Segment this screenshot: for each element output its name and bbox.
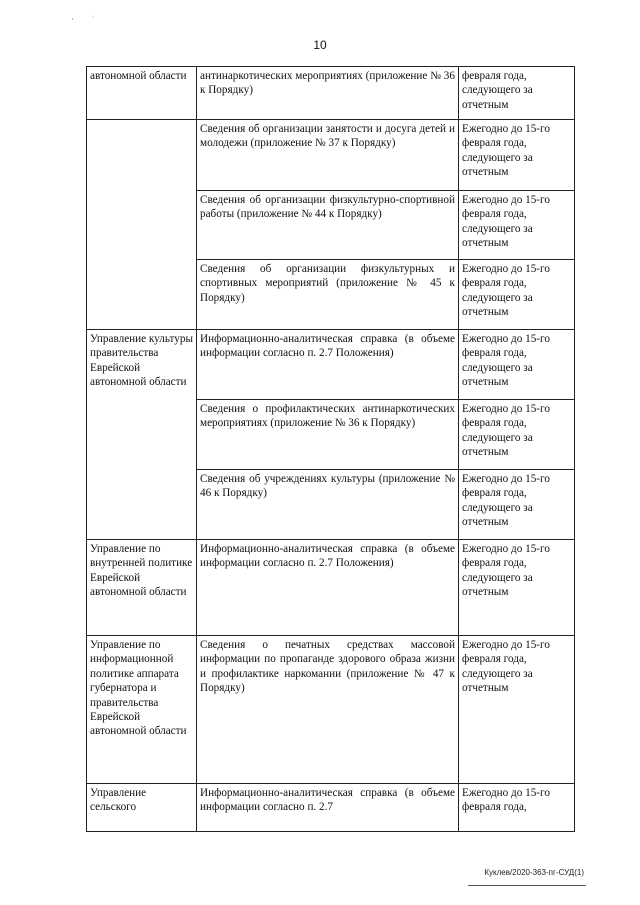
information-cell: Сведения об организации занятости и досуга детей и молодежи (приложение № 37 к Порядку) (197, 120, 459, 191)
deadline-cell: Ежегодно до 15-го февраля года, следующего за отчетным (459, 260, 575, 330)
deadline-cell: Ежегодно до 15-го февраля года, следующего за отчетным (459, 400, 575, 470)
deadline-cell: Ежегодно до 15-го февраля года, следующего за отчетным (459, 540, 575, 636)
information-cell: Информационно-аналитическая справка (в объеме информации согласно п. 2.7 (197, 784, 459, 832)
department-cell: Управление сельского (87, 784, 197, 832)
table-row (87, 67, 575, 120)
table-row (87, 784, 575, 832)
deadline-cell: Ежегодно до 15-го февраля года, следующего за отчетным (459, 191, 575, 260)
department-cell: Управление по внутренней политике Еврейской автономной области (87, 540, 197, 636)
table-row (87, 540, 575, 636)
department-cell (87, 120, 197, 330)
page-number: 10 (313, 38, 327, 52)
scan-artifact: · (92, 13, 95, 20)
scan-artifact: ‘ (72, 18, 74, 25)
information-cell: Информационно-аналитическая справка (в объеме информации согласно п. 2.7 Положения) (197, 330, 459, 400)
deadline-cell: Ежегодно до 15-го февраля года, следующего за отчетным (459, 636, 575, 784)
deadline-cell: Ежегодно до 15-го февраля года, следующего за отчетным (459, 470, 575, 540)
table-row (87, 120, 575, 191)
table-row (87, 636, 575, 784)
information-cell: Сведения об организации физкультурно-спортивной работы (приложение № 44 к Порядку) (197, 191, 459, 260)
information-cell: Сведения о печатных средствах массовой информации по пропаганде здорового образа жизни и профилактике наркомании (приложение № 47 к Порядку) (197, 636, 459, 784)
reporting-table (86, 66, 575, 832)
footer-divider (468, 885, 586, 886)
information-cell: Сведения об учреждениях культуры (приложение № 46 к Порядку) (197, 470, 459, 540)
table-row (87, 330, 575, 400)
information-cell: Сведения о профилактических антинаркотических мероприятиях (приложение № 36 к Порядку) (197, 400, 459, 470)
deadline-cell: Ежегодно до 15-го февраля года, следующего за отчетным (459, 120, 575, 191)
deadline-cell: Ежегодно до 15-го февраля года, следующего за отчетным (459, 330, 575, 400)
department-cell: автономной области (87, 67, 197, 120)
information-cell: Сведения об организации физкультурных и спортивных мероприятий (приложение № 45 к Порядку) (197, 260, 459, 330)
department-cell: Управление культуры правительства Еврейской автономной области (87, 330, 197, 540)
deadline-cell: февраля года, следующего за отчетным (459, 67, 575, 120)
information-cell: Информационно-аналитическая справка (в объеме информации согласно п. 2.7 Положения) (197, 540, 459, 636)
information-cell: антинаркотических мероприятиях (приложение № 36 к Порядку) (197, 67, 459, 120)
document-reference-code: Куклев/2020-363-пг-СУД(1) (484, 868, 584, 877)
deadline-cell: Ежегодно до 15-го февраля года, (459, 784, 575, 832)
department-cell: Управление по информационной политике аппарата губернатора и правительства Еврейской автономной области (87, 636, 197, 784)
